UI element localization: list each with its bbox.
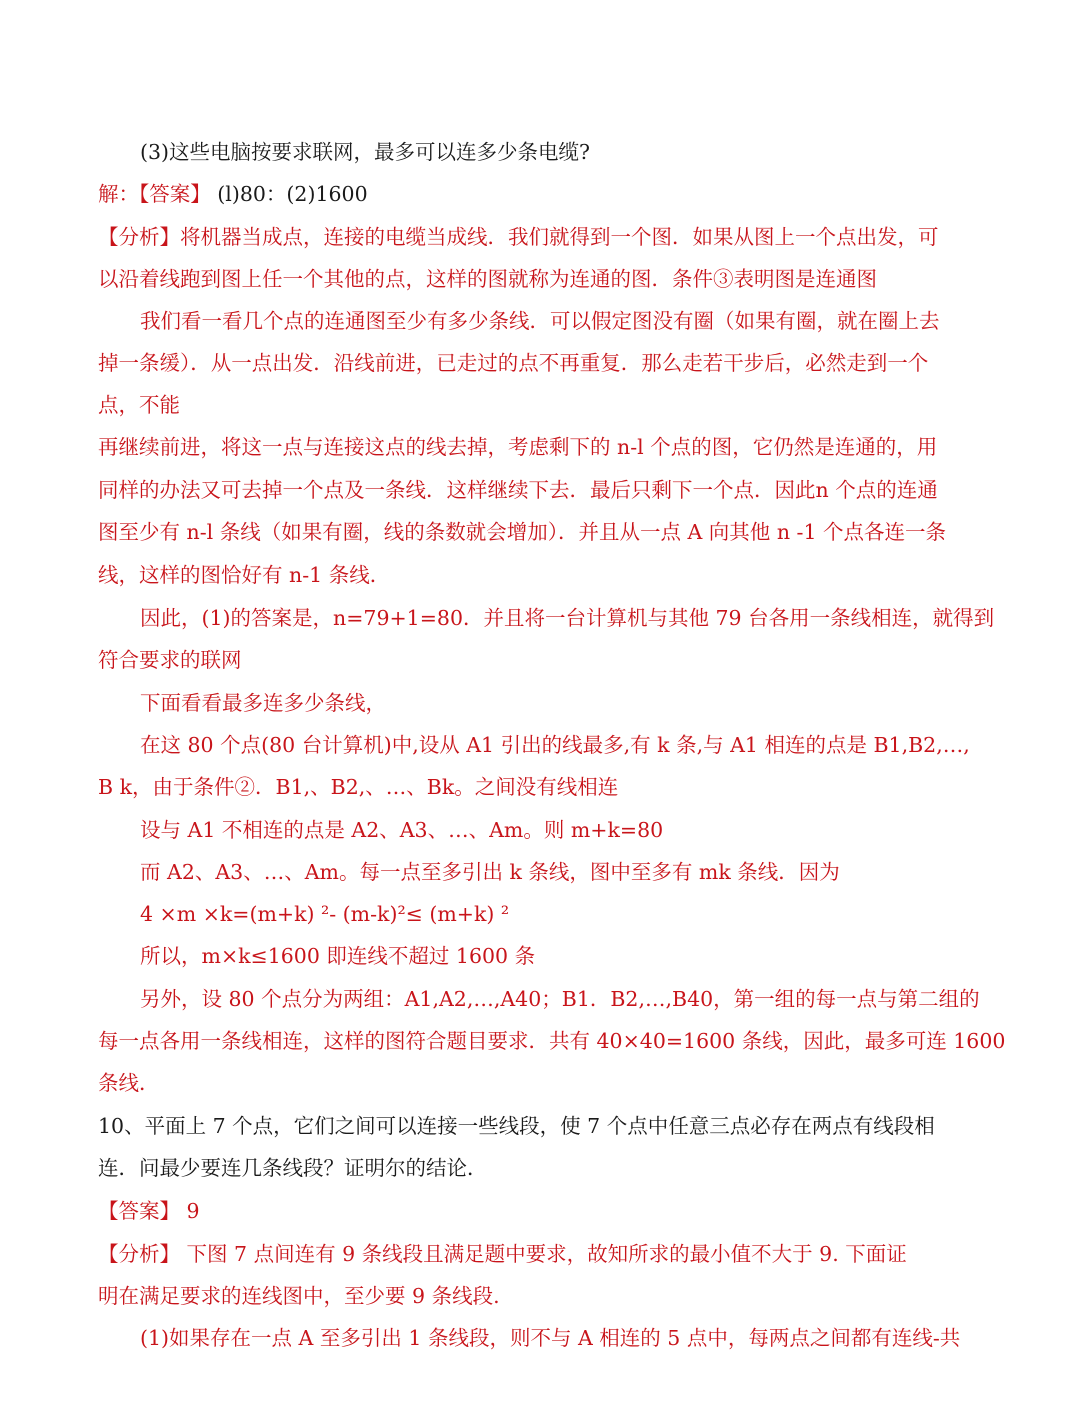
- answer-line: [98, 179, 368, 209]
- analysis-line-10: 因此，(1)的答案是，n=79+1=80．并且将一台计算机与其他 79 台各用一条线相连，就得到: [140, 606, 995, 630]
- answer-10: 【答案】 9: [98, 1199, 200, 1223]
- analysis-line-21: 条线．: [98, 1071, 160, 1095]
- analysis-line-3: 我们看一看几个点的连通图至少有多少条线．可以假定图没有圈（如果有圈，就在圈上去: [140, 309, 940, 333]
- analysis-10-line-1: 【分析】 下图 7 点间连有 9 条线段且满足题中要求，故知所求的最小值不大于 9. 下面证: [98, 1242, 907, 1266]
- analysis-line-11: 符合要求的联网: [98, 648, 242, 672]
- analysis-line-16: 而 A2、A3、…、Am。每一点至多引出 k 条线，图中至多有 mk 条线．因为: [140, 860, 840, 884]
- answer-prefix: 解：【答案】: [98, 182, 211, 206]
- analysis-line-4: 掉一条缓）．从一点出发．沿线前进，已走过的点不再重复．那么走若干步后，必然走到一个: [98, 351, 929, 375]
- analysis-line-19: 另外，设 80 个点分为两组：A1,A2,…,A40；B1．B2,…,B40，第一组的每一点与第二组的: [140, 987, 980, 1011]
- analysis-line-2: 以沿着线跑到图上任一个其他的点，这样的图就称为连通的图．条件③表明图是连通图: [98, 267, 877, 291]
- analysis-line-14: B k，由于条件②．B1,、B2,、…、Bk。之间没有线相连: [98, 775, 619, 799]
- analysis-line-1: 【分析】将机器当成点，连接的电缆当成线．我们就得到一个图．如果从图上一个点出发，可: [98, 225, 939, 249]
- analysis-line-6: 再继续前进，将这一点与连接这点的线去掉，考虑剩下的 n-l 个点的图，它仍然是连通的，用: [98, 435, 938, 459]
- analysis-line-17: 4 ×m ×k=(m+k) ²- (m-k)²≤ (m+k) ²: [140, 902, 510, 926]
- question-10-line-2: 连．问最少要连几条线段？证明尔的结论．: [98, 1156, 488, 1180]
- analysis-line-12: 下面看看最多连多少条线，: [140, 691, 386, 715]
- analysis-line-5: 点，不能: [98, 393, 180, 417]
- question-10-line-1: 10、平面上 7 个点，它们之间可以连接一些线段，使 7 个点中任意三点必存在两点有线段相: [98, 1114, 935, 1138]
- analysis-10-line-3: (1)如果存在一点 A 至多引出 1 条线段，则不与 A 相连的 5 点中，每两点之间都有连线-共: [140, 1326, 961, 1350]
- analysis-line-18: 所以，m×k≤1600 即连线不超过 1600 条: [140, 944, 536, 968]
- analysis-line-9: 线，这样的图恰好有 n-1 条线．: [98, 563, 391, 587]
- analysis-line-13: 在这 80 个点(80 台计算机)中,设从 A1 引出的线最多,有 k 条,与 A1 相连的点是 B1,B2,…,: [140, 733, 970, 757]
- analysis-line-8: 图至少有 n-l 条线（如果有圈，线的条数就会增加）．并且从一点 A 向其他 n -1 个点各连一条: [98, 520, 947, 544]
- analysis-line-15: 设与 A1 不相连的点是 A2、A3、…、Am。则 m+k=80: [140, 818, 664, 842]
- answer-values: (l)80：(2)1600: [210, 182, 368, 206]
- question-3: (3)这些电脑按要求联网，最多可以连多少条电缆?: [140, 140, 591, 164]
- analysis-10-line-2: 明在满足要求的连线图中，至少要 9 条线段.: [98, 1284, 500, 1308]
- analysis-line-7: 同样的办法又可去掉一个点及一条线．这样继续下去．最后只剩下一个点．因此n 个点的连通: [98, 478, 938, 502]
- analysis-line-20: 每一点各用一条线相连，这样的图符合题目要求．共有 40×40=1600 条线，因此，最多可连 1600: [98, 1029, 1006, 1053]
